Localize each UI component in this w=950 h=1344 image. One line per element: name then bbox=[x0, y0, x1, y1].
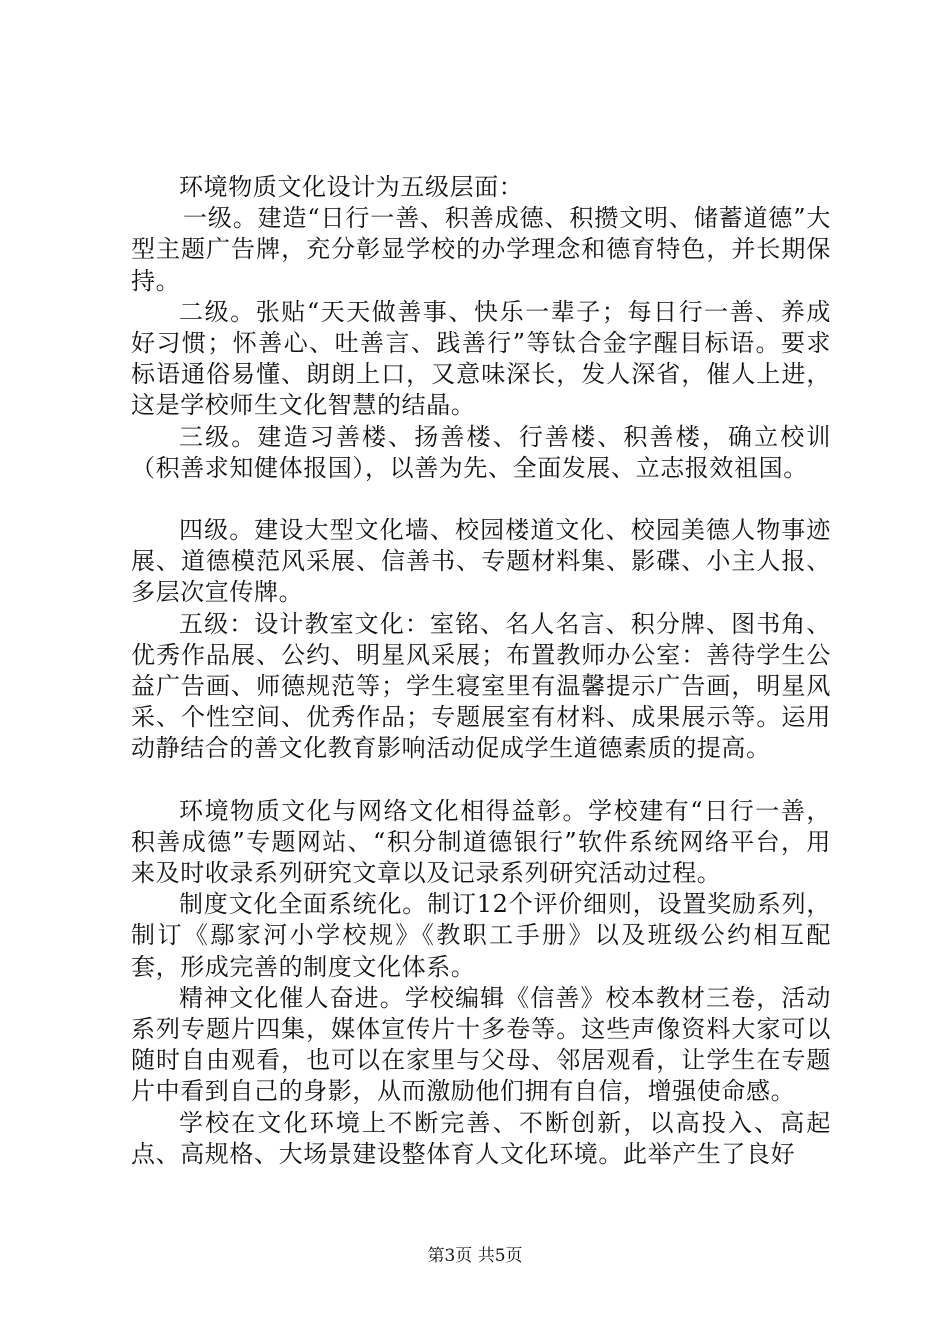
document-body bbox=[131, 172, 831, 1170]
paragraph-system-culture: 制度文化全面系统化。制订12个评价细则，设置奖励系列，制订《鄢家河小学校规》《教职工手册》以及班级公约相互配套，形成完善的制度文化体系。 bbox=[131, 890, 831, 981]
paragraph-level-1: 一级。建造“日行一善、积善成德、积攒文明、储蓄道德”大型主题广告牌，充分彰显学校的办学理念和德育特色，并长期保持。 bbox=[131, 204, 831, 295]
paragraph-level-3: 三级。建造习善楼、扬善楼、行善楼、积善楼，确立校训（积善求知健体报国），以善为先、全面发展、立志报效祖国。 bbox=[131, 422, 831, 482]
paragraph-spirit-culture: 精神文化催人奋进。学校编辑《信善》校本教材三卷，活动系列专题片四集，媒体宣传片十多卷等。这些声像资料大家可以随时自由观看，也可以在家里与父母、邻居观看，让学生在专题片中看到自己的身影，从而激励他们拥有自信，增强使命感。 bbox=[131, 983, 831, 1106]
paragraph-network-culture: 环境物质文化与网络文化相得益彰。学校建有“日行一善，积善成德”专题网站、“积分制道德银行”软件系统网络平台，用来及时收录系列研究文章以及记录系列研究活动过程。 bbox=[131, 796, 831, 888]
paragraph-gap bbox=[131, 484, 831, 515]
paragraph-level-5: 五级：设计教室文化：室铭、名人名言、积分牌、图书角、优秀作品展、公约、明星风采展；布置教师办公室：善待学生公益广告画、师德规范等；学生寝室里有温馨提示广告画，明星风采、个性空间、优秀作品；专题展室有材料、成果展示等。运用动静结合的善文化教育影响活动促成学生道德素质的提高。 bbox=[131, 609, 831, 763]
paragraph-level-4: 四级。建设大型文化墙、校园楼道文化、校园美德人物事迹展、道德模范风采展、信善书、专题材料集、影碟、小主人报、多层次宣传牌。 bbox=[131, 516, 831, 607]
paragraph-level-2: 二级。张贴“天天做善事、快乐一辈子；每日行一善、养成好习惯；怀善心、吐善言、践善行”等钛合金字醒目标语。要求标语通俗易懂、朗朗上口，又意味深长，发人深省，催人上进，这是学校师生文化智慧的结晶。 bbox=[131, 297, 831, 420]
page-number-footer: 第3页 共5页 bbox=[427, 1246, 523, 1266]
paragraph-environment-summary: 学校在文化环境上不断完善、不断创新，以高投入、高起点、高规格、大场景建设整体育人文化环境。此举产生了良好 bbox=[131, 1108, 831, 1168]
paragraph-gap bbox=[131, 765, 831, 796]
paragraph-intro: 环境物质文化设计为五级层面： bbox=[179, 173, 524, 201]
